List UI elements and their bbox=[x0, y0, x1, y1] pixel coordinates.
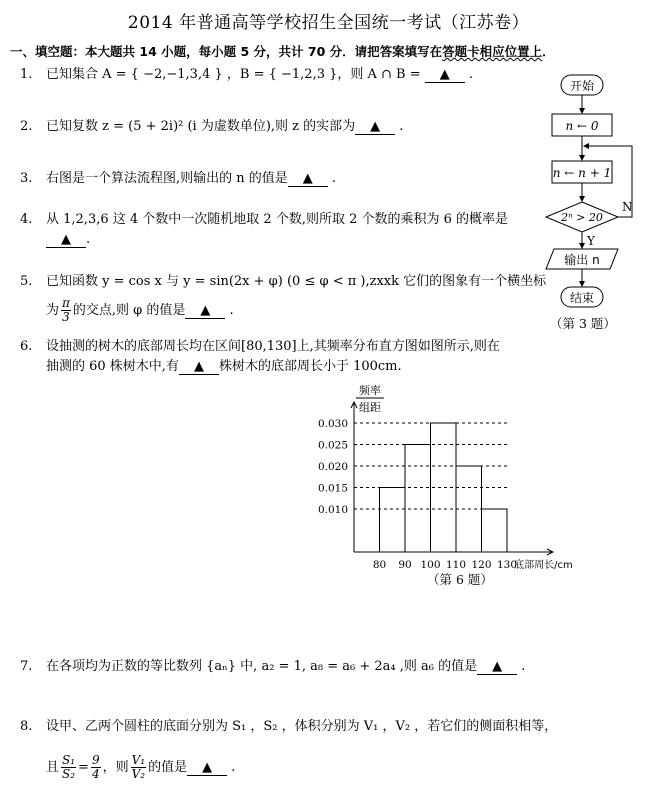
question-2: 2. 已知复数 z = (5 + 2i)² (i 为虚数单位),则 z 的实部为 ▲ . bbox=[20, 119, 404, 134]
question-8: 8. 设甲、乙两个圆柱的底面分别为 S₁ ，S₂ ，体积分别为 V₁ ，V₂ ，若它们的侧面积相等， 且 $\frac{\text{S₁}}{\text{S₂}}$ = $\frac{9}{4}$ ，则 $\frac{\text{V₁}}{\text{V₂}}$ 的值是 ▲ . bbox=[20, 719, 558, 781]
section-text: 本大题共 14 小题，每小题 5 分，共计 70 分．请把答案填写在 bbox=[85, 44, 443, 59]
answer-blank: ▲ bbox=[355, 120, 395, 135]
y-axis-label-top: 频率 bbox=[359, 384, 381, 397]
figure-6-caption: （第 6 题） bbox=[427, 572, 493, 587]
answer-blank: ▲ bbox=[425, 68, 465, 83]
flow-no-label: N bbox=[622, 200, 633, 214]
histogram-chart bbox=[300, 382, 620, 594]
x-tick-label: 120 bbox=[471, 559, 492, 571]
fraction: $\frac{\text{S₁}}{\text{S₂}}$ bbox=[62, 753, 76, 781]
question-5: 5. 已知函数 y = cos x 与 y = sin(2x + φ) (0 ≤ φ < π ),zxxk 它们的图象有一个横坐标 为 $\frac{\pi}{3}$ 的交点,则 φ 的值是 ▲ . bbox=[20, 274, 547, 324]
y-tick-label: 0.020 bbox=[317, 461, 348, 473]
question-6-text: 设抽测的树木的底部周长均在区间[80,130]上,其频率分布直方图如图所示,则在 bbox=[46, 339, 500, 354]
question-1: 1. 已知集合 A = { −2,−1,3,4 } ，B = { −1,2,3 }，则 A ∩ B = ▲ . bbox=[20, 67, 474, 82]
answer-blank: ▲ bbox=[179, 360, 219, 375]
question-7-text: 在各项均为正数的等比数列 {aₙ} 中, a₂ = 1, a₈ = a₆ + 2a₄ ,则 a₆ 的值是 bbox=[46, 659, 478, 674]
histogram-bar bbox=[405, 445, 431, 553]
answer-blank: ▲ bbox=[288, 172, 328, 187]
question-8-text: 设甲、乙两个圆柱的底面分别为 S₁ ，S₂ ，体积分别为 V₁ ，V₂ ，若它们的侧面积相等， bbox=[46, 719, 558, 734]
page-title: 2014 年普通高等学校招生全国统一考试（江苏卷） bbox=[127, 13, 530, 33]
question-3: 3. 右图是一个算法流程图,则输出的 n 的值是 ▲ . bbox=[20, 171, 337, 186]
y-tick-label: 0.030 bbox=[317, 418, 348, 430]
section-underlined: 答题卡相应位置上 bbox=[442, 44, 543, 59]
question-5-text: 已知函数 y = cos x 与 y = sin(2x + φ) (0 ≤ φ < π ),zxxk 它们的图象有一个横坐标 bbox=[46, 274, 547, 289]
flow-update-label: n ← n + 1 bbox=[552, 166, 612, 180]
fraction: $\frac{\text{V₁}}{\text{V₂}}$ bbox=[131, 753, 146, 781]
y-tick-label: 0.010 bbox=[317, 504, 348, 516]
flow-start-label: 开始 bbox=[569, 79, 595, 93]
question-3-text: 右图是一个算法流程图,则输出的 n 的值是 bbox=[46, 171, 288, 186]
flow-condition-label: 2ⁿ > 20 bbox=[561, 211, 603, 224]
question-1-text: 已知集合 A = { −2,−1,3,4 } ，B = { −1,2,3 }，则 A ∩ B = bbox=[46, 67, 425, 82]
question-7: 7. 在各项均为正数的等比数列 {aₙ} 中, a₂ = 1, a₈ = a₆ + 2a₄ ,则 a₆ 的值是 ▲ . bbox=[20, 659, 526, 674]
question-4-text: 从 1,2,3,6 这 4 个数中一次随机地取 2 个数,则所取 2 个数的乘积为 6 的概率是 bbox=[46, 212, 509, 227]
section-heading bbox=[10, 42, 555, 60]
question-6: 6. 设抽测的树木的底部周长均在区间[80,130]上,其频率分布直方图如图所示,则在 抽测的 60 株树木中,有 ▲ 株树木的底部周长小于 100cm. bbox=[20, 339, 500, 374]
y-axis-label-bottom: 组距 bbox=[359, 401, 381, 414]
x-tick-label: 100 bbox=[420, 559, 441, 571]
flowchart bbox=[540, 68, 640, 313]
y-tick-label: 0.015 bbox=[317, 482, 348, 495]
flow-yes-label: Y bbox=[587, 234, 595, 248]
x-axis-label: 底部周长/cm bbox=[514, 560, 573, 571]
section-prefix: 一、填空题： bbox=[10, 44, 86, 59]
x-tick-label: 80 bbox=[372, 559, 387, 571]
flow-end-label: 结束 bbox=[569, 291, 595, 305]
answer-blank: ▲ bbox=[185, 304, 225, 319]
question-2-text: 已知复数 z = (5 + 2i)² (i 为虚数单位),则 z 的实部为 bbox=[46, 119, 356, 134]
question-4: 4. 从 1,2,3,6 这 4 个数中一次随机地取 2 个数,则所取 2 个数的乘积为 6 的概率是 ▲ . bbox=[20, 212, 509, 247]
flow-output-label: 输出 n bbox=[564, 253, 600, 267]
figure-3-caption: （第 3 题） bbox=[550, 316, 616, 331]
answer-blank: ▲ bbox=[46, 233, 86, 248]
x-tick-label: 130 bbox=[496, 559, 518, 571]
fraction: $\frac{9}{4}$ bbox=[91, 753, 100, 781]
flow-init-label: n ← 0 bbox=[565, 119, 599, 133]
answer-blank: ▲ bbox=[477, 660, 517, 675]
answer-blank: ▲ bbox=[187, 761, 227, 776]
fraction: $\frac{\pi}{3}$ bbox=[62, 296, 70, 324]
histogram-bar bbox=[482, 509, 508, 552]
x-tick-label: 110 bbox=[445, 559, 467, 571]
histogram-bar bbox=[380, 488, 406, 553]
section-suffix: ． bbox=[542, 44, 555, 59]
x-tick-label: 90 bbox=[398, 559, 412, 571]
y-tick-label: 0.025 bbox=[317, 439, 348, 452]
